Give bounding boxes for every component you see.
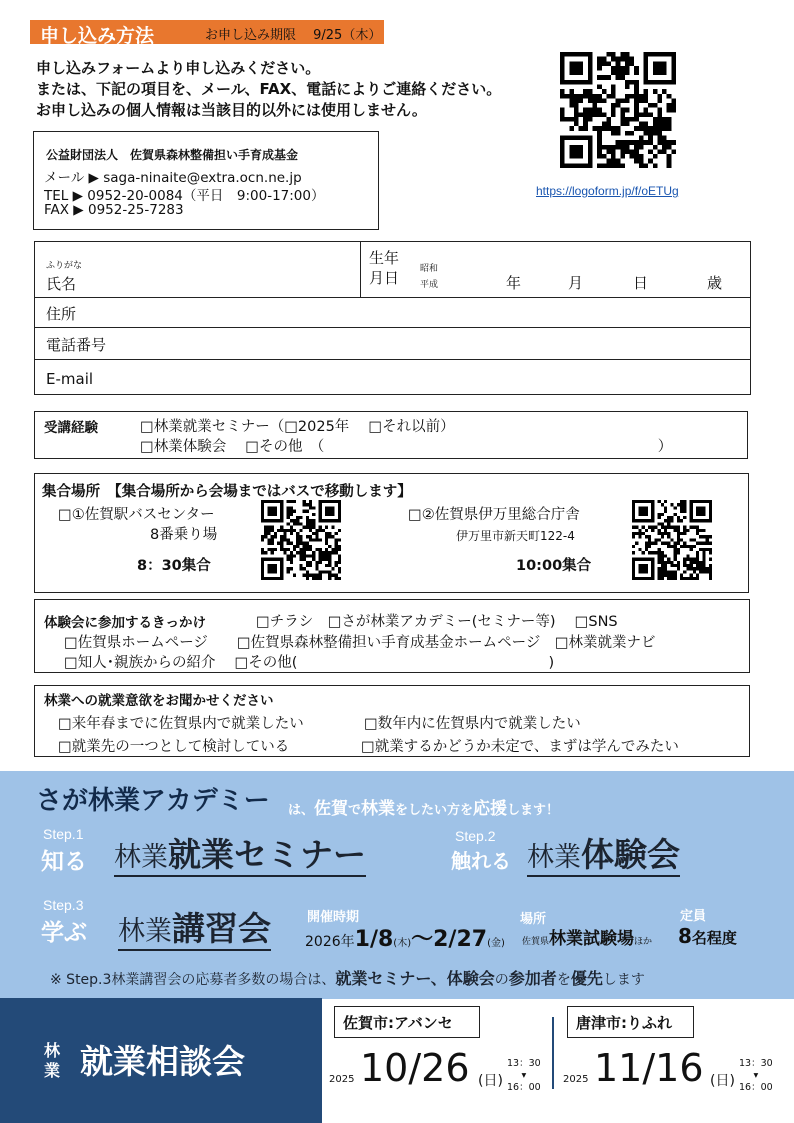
step1-label: Step.1 bbox=[43, 826, 84, 842]
intro-text: 申し込みフォームより申し込みください。 または、下記の項目を、メール、FAX、電話によりご連絡ください。 お申し込みの個人情報は当該目的以外には使用しません。 bbox=[36, 59, 502, 119]
experience-label: 受講経験 bbox=[44, 420, 98, 436]
step2-label: Step.2 bbox=[455, 828, 496, 844]
deadline-text: お申し込み期限 9/25（木） bbox=[205, 28, 382, 43]
period-value: 2026年1/8(木)〜2/27(金) bbox=[305, 927, 505, 952]
intent-option-3[interactable]: □就業先の一つとして検討している bbox=[58, 739, 290, 755]
step3-word: 学ぶ bbox=[41, 920, 87, 946]
arrow-down-icon: ▾ bbox=[753, 1070, 759, 1081]
day-field[interactable]: 日 bbox=[633, 274, 649, 292]
qr-code-icon[interactable] bbox=[261, 500, 341, 580]
qr-code-icon[interactable] bbox=[632, 500, 712, 580]
trigger-label: 体験会に参加するきっかけ bbox=[44, 615, 206, 631]
place-value: 佐賀県林業試験場ほか bbox=[522, 929, 653, 949]
contact-fax: FAX ▶ 0952-25-7283 bbox=[44, 202, 184, 218]
row-divider bbox=[34, 297, 751, 298]
email-field[interactable]: E-mail bbox=[46, 370, 94, 388]
trigger-options-2[interactable]: □佐賀県ホームページ □佐賀県森林整備担い手育成基金ホームページ □林業就業ナビ bbox=[64, 635, 656, 651]
trigger-options-1[interactable]: □チラシ □さが林業アカデミー(セミナー等) □SNS bbox=[256, 614, 618, 630]
step1-seminar: 林業就業セミナー bbox=[114, 838, 366, 877]
experience-options-2[interactable]: □林業体験会 □その他 （ ） bbox=[140, 439, 673, 455]
intent-option-1[interactable]: □来年春までに佐賀県内で就業したい bbox=[58, 716, 304, 732]
divider bbox=[552, 1017, 554, 1089]
year-field[interactable]: 年 bbox=[506, 274, 522, 292]
time-1: 13：30 ▾ 16：00 bbox=[507, 1058, 541, 1093]
dow-2: (日) bbox=[710, 1073, 735, 1089]
meeting-option-2-time: 10:00集合 bbox=[516, 558, 592, 574]
trigger-options-3[interactable]: □知人･親族からの紹介 □その他( ) bbox=[64, 655, 555, 671]
step3-course: 林業講習会 bbox=[118, 912, 271, 951]
qr-code-icon[interactable] bbox=[560, 52, 676, 168]
meeting-option-1-sub: 8番乗り場 bbox=[150, 527, 218, 543]
meeting-option-2[interactable]: □②佐賀県伊万里総合庁舎 bbox=[408, 507, 580, 523]
consult-small-2: 業 bbox=[44, 1061, 61, 1080]
address-field[interactable]: 住所 bbox=[46, 305, 77, 323]
column-divider bbox=[360, 241, 361, 297]
place-label: 場所 bbox=[520, 912, 547, 927]
experience-options-1[interactable]: □林業就業セミナー（□2025年 □それ以前） bbox=[140, 419, 455, 435]
row-divider bbox=[34, 327, 751, 328]
row-divider bbox=[34, 359, 751, 360]
time-2: 13：30 ▾ 16：00 bbox=[739, 1058, 773, 1093]
phone-field[interactable]: 電話番号 bbox=[46, 336, 107, 354]
form-url-link[interactable]: https://logoform.jp/f/oETUg bbox=[536, 184, 679, 198]
priority-note: ※ Step.3林業講習会の応募者多数の場合は、就業セミナー、体験会の参加者を優先します bbox=[50, 969, 645, 988]
meeting-option-1-time: 8：30集合 bbox=[137, 558, 211, 574]
contact-mail: メール ▶ saga-ninaite@extra.ocn.ne.jp bbox=[44, 170, 302, 186]
age-field[interactable]: 歳 bbox=[707, 274, 723, 292]
period-label: 開催時期 bbox=[307, 910, 360, 925]
furigana-label: ふりがな bbox=[46, 261, 83, 271]
section-title: 申し込み方法 bbox=[40, 25, 155, 47]
arrow-down-icon: ▾ bbox=[521, 1070, 527, 1081]
venue-saga: 佐賀市:アバンセ bbox=[334, 1006, 480, 1038]
year-1: 2025 bbox=[329, 1074, 355, 1085]
step2-word: 触れる bbox=[451, 849, 511, 873]
intent-option-4[interactable]: □就業するかどうか未定で、まずは学んでみたい bbox=[361, 739, 679, 755]
name-field[interactable]: 氏名 bbox=[46, 275, 77, 293]
academy-subtitle: は、佐賀で林業をしたい方を応援します！ bbox=[288, 799, 560, 819]
step3-label: Step.3 bbox=[43, 897, 84, 913]
academy-title: さが林業アカデミー bbox=[36, 786, 270, 816]
consult-small-1: 林 bbox=[44, 1041, 61, 1060]
birthdate-label: 生年 月日 bbox=[369, 249, 400, 287]
dow-1: (日) bbox=[478, 1073, 503, 1089]
consult-title: 就業相談会 bbox=[80, 1042, 245, 1081]
step1-word: 知る bbox=[41, 849, 87, 875]
contact-tel: TEL ▶ 0952-20-0084（平日 9:00-17:00） bbox=[44, 188, 325, 204]
capacity-value: 8名程度 bbox=[678, 924, 737, 948]
date-2: 11/16 bbox=[594, 1046, 704, 1090]
intent-label: 林業への就業意欲をお聞かせください bbox=[44, 693, 274, 709]
year-2: 2025 bbox=[563, 1074, 589, 1085]
contact-organization: 公益財団法人 佐賀県森林整備担い手育成基金 bbox=[46, 148, 299, 162]
capacity-label: 定員 bbox=[680, 909, 707, 924]
meeting-label: 集合場所 【集合場所から会場まではバスで移動します】 bbox=[42, 484, 412, 500]
meeting-option-1[interactable]: □①佐賀駅バスセンター bbox=[58, 507, 215, 523]
date-1: 10/26 bbox=[360, 1046, 470, 1090]
meeting-option-2-address: 伊万里市新天町122-4 bbox=[456, 529, 575, 543]
month-field[interactable]: 月 bbox=[568, 274, 584, 292]
step2-experience: 林業体験会 bbox=[527, 838, 680, 877]
intent-option-2[interactable]: □数年内に佐賀県内で就業したい bbox=[364, 716, 581, 732]
era-label: 昭和 平成 bbox=[420, 264, 439, 290]
venue-karatsu: 唐津市:りふれ bbox=[567, 1006, 694, 1038]
